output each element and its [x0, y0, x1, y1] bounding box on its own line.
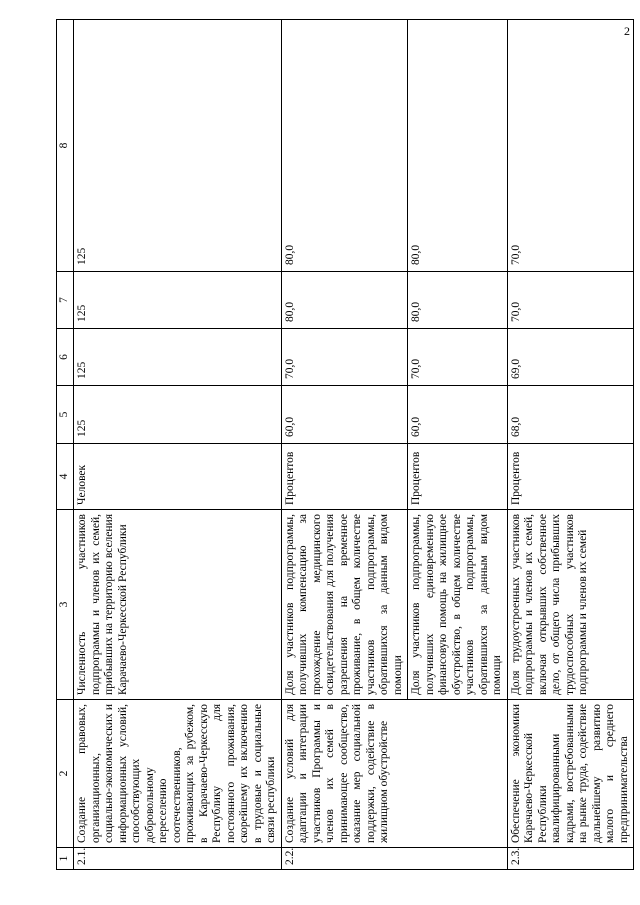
indicator-cell: Доля трудоустроенных участников подпрограммы и членов их семей, включая открывших собственное дело, от общего числа прибывших трудоспособных участников подпрограммы и членов их семей	[507, 510, 634, 700]
value-cell: 70,0	[281, 329, 408, 386]
value-cell: 60,0	[408, 386, 508, 444]
value-cell: 125	[74, 272, 282, 329]
value-cell: 125	[74, 386, 282, 444]
indicators-table	[56, 19, 634, 870]
header-row	[57, 20, 74, 870]
header-cell: 7	[57, 272, 74, 329]
header-cell: 6	[57, 329, 74, 386]
value-cell: 69,0	[507, 329, 634, 386]
header-cell: 1	[57, 848, 74, 870]
indicator-cell: Доля участников подпрограммы, получивших единовременную финансовую помощь на жилищное обустройство, в общем количестве участников подпрограммы, обратившихся за данным видом помощи	[408, 510, 508, 700]
value-cell: 70,0	[507, 20, 634, 272]
value-cell: 80,0	[281, 272, 408, 329]
value-cell: 70,0	[408, 329, 508, 386]
unit-cell: Процентов	[408, 444, 508, 510]
indicator-cell: Численность участников подпрограммы и членов их семей, прибывших на территорию вселения Карачаево-Черкесской Республики	[74, 510, 282, 700]
header-cell: 5	[57, 386, 74, 444]
unit-cell: Человек	[74, 444, 282, 510]
unit-cell: Процентов	[281, 444, 408, 510]
header-cell: 3	[57, 510, 74, 700]
value-cell: 80,0	[408, 20, 508, 272]
row-number: 2.3.	[507, 848, 634, 870]
indicator-cell: Доля участников подпрограммы, получивших компенсацию за прохождение медицинского освидетельствования для получения разрешения на временное проживание, в общем количестве участников подпрограммы, обратившихся за данным видом помощи	[281, 510, 408, 700]
header-cell: 8	[57, 20, 74, 272]
row-number: 2.1.	[74, 848, 282, 870]
table-row	[74, 20, 282, 870]
value-cell: 125	[74, 329, 282, 386]
value-cell: 70,0	[507, 272, 634, 329]
header-cell: 4	[57, 444, 74, 510]
task-cell: Создание правовых, организационных, социально-экономических и информационных условий, способствующих добровольному переселению соотечественников, проживающих за рубежом, в Карачаево-Черкесскую Республику для постоянного проживания, скорейшему их включению в трудовые и социальные связи республики	[74, 700, 282, 848]
table-row	[281, 20, 408, 870]
header-cell: 2	[57, 700, 74, 848]
task-cell: Создание условий для адаптации и интеграции участников Программы и членов их семей в принимающее сообщество, оказание мер социальной поддержки, содействие в жилищном обустройстве	[281, 700, 507, 848]
rotated-page	[56, 20, 629, 870]
unit-cell: Процентов	[507, 444, 634, 510]
row-number: 2.2.	[281, 848, 507, 870]
value-cell: 80,0	[281, 20, 408, 272]
value-cell: 60,0	[281, 386, 408, 444]
value-cell: 125	[74, 20, 282, 272]
page-number: 2	[624, 24, 630, 38]
value-cell: 80,0	[408, 272, 508, 329]
table-row	[507, 20, 634, 870]
task-cell: Обеспечение экономики Карачаево-Черкесской Республики квалифицированными кадрами, востребованными на рынке труда, содействие дальнейшему развитию малого и среднего предпринимательства	[507, 700, 634, 848]
value-cell: 68,0	[507, 386, 634, 444]
